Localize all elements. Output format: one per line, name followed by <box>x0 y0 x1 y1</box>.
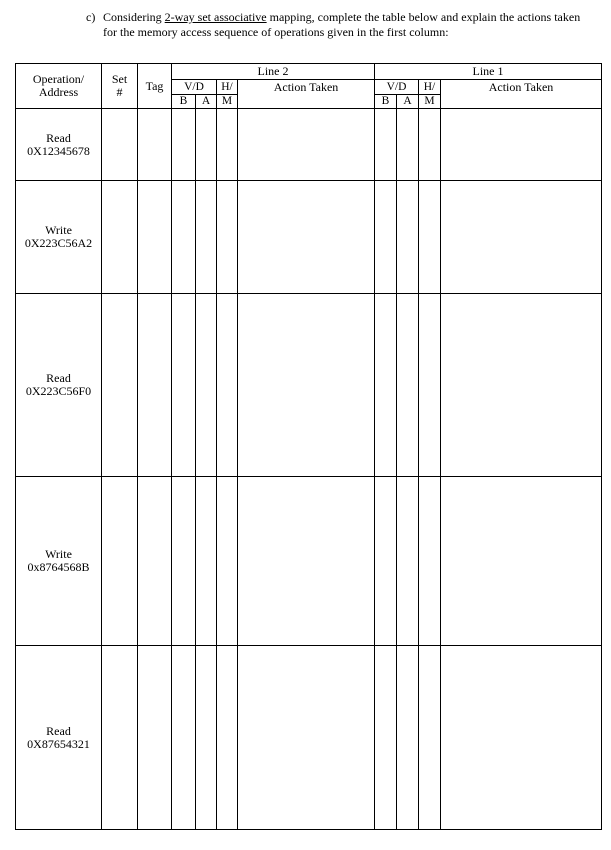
line2-action-cell[interactable] <box>238 477 375 646</box>
tag-cell[interactable] <box>138 181 172 294</box>
header-line2-action: Action Taken <box>238 80 375 109</box>
line1-action-cell[interactable] <box>441 477 602 646</box>
line2-hm-cell[interactable] <box>217 477 238 646</box>
operation-cell: Read 0X87654321 <box>16 646 102 830</box>
header-line2-a: A <box>196 95 217 109</box>
header-line1-vd: V/D <box>375 80 419 95</box>
tag-cell[interactable] <box>138 109 172 181</box>
header-line2-hm-bottom: M <box>217 95 238 109</box>
line2-a-cell[interactable] <box>196 294 217 477</box>
header-line1: Line 1 <box>375 64 602 80</box>
set-cell[interactable] <box>102 646 138 830</box>
line1-b-cell[interactable] <box>375 477 397 646</box>
line2-action-cell[interactable] <box>238 109 375 181</box>
set-cell[interactable] <box>102 109 138 181</box>
line1-hm-cell[interactable] <box>419 294 441 477</box>
line2-hm-cell[interactable] <box>217 109 238 181</box>
header-line2: Line 2 <box>172 64 375 80</box>
table-row <box>16 294 602 477</box>
line1-a-cell[interactable] <box>397 109 419 181</box>
line1-hm-cell[interactable] <box>419 646 441 830</box>
mapping-table <box>15 63 602 830</box>
operation-cell: Read 0X12345678 <box>16 109 102 181</box>
line2-action-cell[interactable] <box>238 181 375 294</box>
set-cell[interactable] <box>102 294 138 477</box>
header-operation-address: Operation/ Address <box>16 64 102 109</box>
line1-hm-cell[interactable] <box>419 181 441 294</box>
line2-hm-cell[interactable] <box>217 646 238 830</box>
line1-action-cell[interactable] <box>441 646 602 830</box>
table-row <box>16 646 602 830</box>
header-line1-b: B <box>375 95 397 109</box>
line1-a-cell[interactable] <box>397 181 419 294</box>
line1-a-cell[interactable] <box>397 294 419 477</box>
header-line1-hm-top: H/ <box>419 80 441 95</box>
line2-a-cell[interactable] <box>196 646 217 830</box>
line2-hm-cell[interactable] <box>217 294 238 477</box>
header-line1-hm-bottom: M <box>419 95 441 109</box>
line2-b-cell[interactable] <box>172 181 196 294</box>
line1-b-cell[interactable] <box>375 294 397 477</box>
header-line2-b: B <box>172 95 196 109</box>
line1-b-cell[interactable] <box>375 181 397 294</box>
line2-b-cell[interactable] <box>172 477 196 646</box>
header-line2-vd: V/D <box>172 80 217 95</box>
header-set: Set # <box>102 64 138 109</box>
question-number: c) <box>86 10 96 24</box>
underlined-term: 2-way set associative <box>164 10 267 24</box>
header-line1-a: A <box>397 95 419 109</box>
line1-hm-cell[interactable] <box>419 109 441 181</box>
table-row <box>16 181 602 294</box>
line1-action-cell[interactable] <box>441 181 602 294</box>
line2-hm-cell[interactable] <box>217 181 238 294</box>
line2-a-cell[interactable] <box>196 477 217 646</box>
line1-b-cell[interactable] <box>375 646 397 830</box>
line2-b-cell[interactable] <box>172 294 196 477</box>
header-line1-action: Action Taken <box>441 80 602 109</box>
tag-cell[interactable] <box>138 294 172 477</box>
header-tag: Tag <box>138 64 172 109</box>
line1-action-cell[interactable] <box>441 109 602 181</box>
tag-cell[interactable] <box>138 646 172 830</box>
line2-action-cell[interactable] <box>238 294 375 477</box>
operation-cell: Write 0X223C56A2 <box>16 181 102 294</box>
operation-cell: Write 0x8764568B <box>16 477 102 646</box>
line2-action-cell[interactable] <box>238 646 375 830</box>
question-text: Considering 2-way set associative mapping, complete the table below and explain the actions taken for the memory access sequence of operations given in the first column: <box>103 10 581 39</box>
tag-cell[interactable] <box>138 477 172 646</box>
line1-hm-cell[interactable] <box>419 477 441 646</box>
line1-action-cell[interactable] <box>441 294 602 477</box>
line1-a-cell[interactable] <box>397 477 419 646</box>
line1-a-cell[interactable] <box>397 646 419 830</box>
line1-b-cell[interactable] <box>375 109 397 181</box>
header-line2-hm-top: H/ <box>217 80 238 95</box>
line2-b-cell[interactable] <box>172 109 196 181</box>
line2-a-cell[interactable] <box>196 181 217 294</box>
operation-cell: Read 0X223C56F0 <box>16 294 102 477</box>
set-cell[interactable] <box>102 181 138 294</box>
table-row <box>16 477 602 646</box>
table-row <box>16 109 602 181</box>
line2-b-cell[interactable] <box>172 646 196 830</box>
line2-a-cell[interactable] <box>196 109 217 181</box>
set-cell[interactable] <box>102 477 138 646</box>
